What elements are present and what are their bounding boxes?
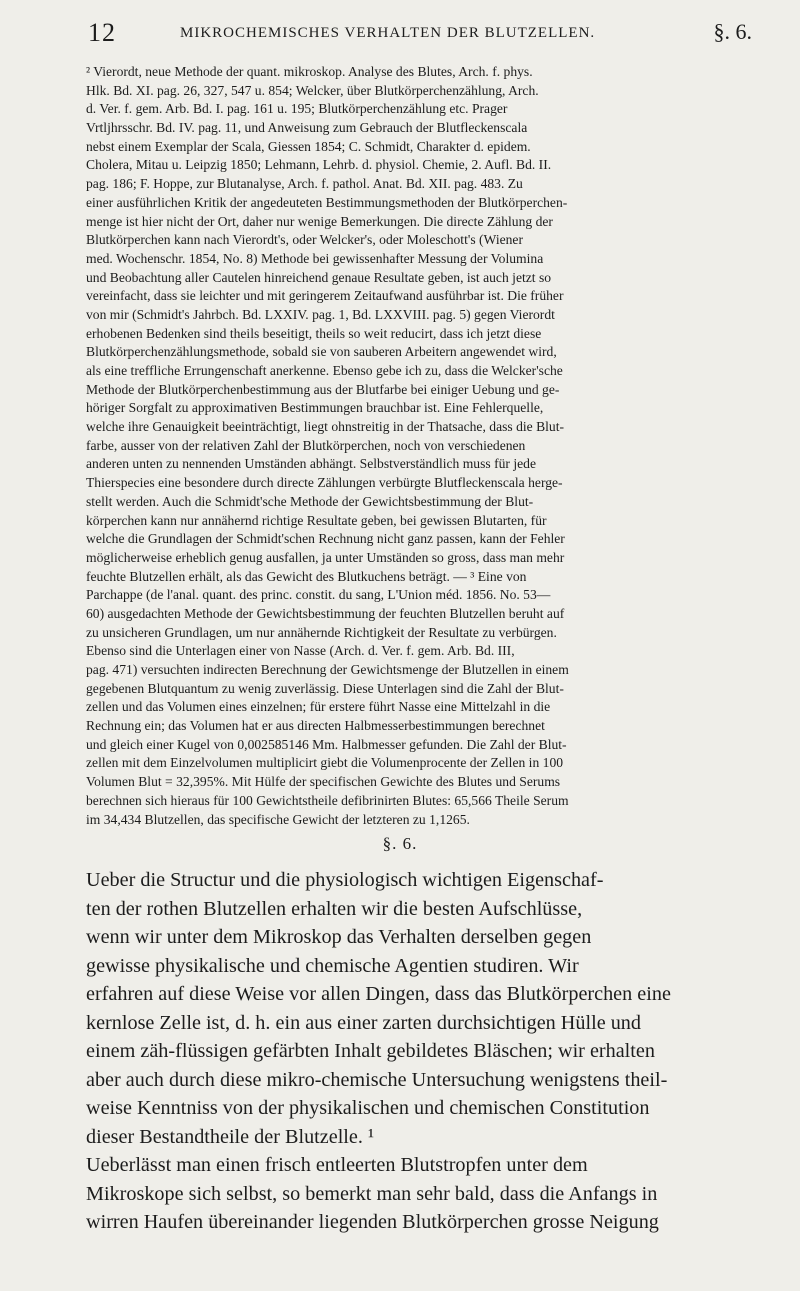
body-line: kernlose Zelle ist, d. h. ein aus einer zarten durchsichtigen Hülle und <box>86 1011 641 1034</box>
footnote-line: ² Vierordt, neue Methode der quant. mikroskop. Analyse des Blutes, Arch. f. phys. <box>86 64 533 79</box>
footnote-line: Cholera, Mitau u. Leipzig 1850; Lehmann, Lehrb. d. physiol. Chemie, 2. Aufl. Bd. II. <box>86 157 552 173</box>
body-line: aber auch durch diese mikro-chemische Untersuchung wenigstens theil- <box>86 1068 668 1091</box>
footnote-line: Methode der Blutkörperchenbestimmung aus der Blutfarbe bei einiger Uebung und ge- <box>86 381 560 397</box>
body-line: Mikroskope sich selbst, so bemerkt man sehr bald, dass die Anfangs in <box>86 1182 658 1205</box>
footnote-line: im 34,434 Blutzellen, das specifische Gewicht der letzteren zu 1,1265. <box>86 811 470 827</box>
body-line: Ueber die Structur und die physiologisch wichtigen Eigenschaf- <box>86 869 604 891</box>
footnote-line: Vrtljhrsschr. Bd. IV. pag. 11, und Anweisung zum Gebrauch der Blutfleckenscala <box>86 120 528 136</box>
body-line: einem zäh-flüssigen gefärbten Inhalt gebildetes Bläschen; wir erhalten <box>86 1040 655 1062</box>
footnote-line: welche die Grundlagen der Schmidt'schen Rechnung nicht ganz passen, kann der Fehler <box>86 531 565 547</box>
footnote-line: und gleich einer Kugel von 0,002585146 Mm. Halbmesser gefunden. Die Zahl der Blut- <box>86 736 567 752</box>
body-line: wirren Haufen übereinander liegenden Blutkörperchen grosse Neigung <box>86 1211 659 1233</box>
footnote-line: und Beobachtung aller Cautelen hinreichend genaue Resultate geben, ist auch jetzt so <box>86 269 552 285</box>
page-number: 12 <box>88 18 116 47</box>
footnote-line: pag. 186; F. Hoppe, zur Blutanalyse, Arch. f. pathol. Anat. Bd. XII. pag. 483. Zu <box>86 176 523 192</box>
body-line: ten der rothen Blutzellen erhalten wir die besten Aufschlüsse, <box>86 897 583 920</box>
footnote-line: zu unsicheren Grundlagen, um nur annähernde Richtigkeit der Resultate zu verbürgen. <box>86 624 557 640</box>
footnote-line: als eine treffliche Errungenschaft anerkenne. Ebenso gebe ich zu, dass die Welcker'sche <box>86 363 563 378</box>
footnote-line: Rechnung ein; das Volumen hat er aus directen Halbmesserbestimmungen berechnet <box>86 718 545 734</box>
footnote-line: Ebenso sind die Unterlagen einer von Nasse (Arch. d. Ver. f. gem. Arb. Bd. III, <box>86 643 515 659</box>
body-line: wenn wir unter dem Mikroskop das Verhalten derselben gegen <box>86 926 592 948</box>
section-heading: §. 6. <box>382 834 418 853</box>
body-line: weise Kenntniss von der physikalischen und chemischen Constitution <box>86 1097 650 1119</box>
page-header <box>88 18 752 48</box>
footnote-line: zellen mit dem Einzelvolumen multiplicirt giebt die Volumenprocente der Zellen in 100 <box>86 755 564 771</box>
footnote-line: feuchte Blutzellen erhält, als das Gewicht des Blutkuchens beträgt. — ³ Eine von <box>86 568 527 584</box>
footnote-line: vereinfacht, dass sie leichter und mit geringerem Zeitaufwand ausführbar ist. Die früher <box>86 288 564 304</box>
header-section-ref: §. 6. <box>713 19 752 44</box>
footnote-line: stellt werden. Auch die Schmidt'sche Methode der Gewichtsbestimmung der Blut- <box>86 493 534 509</box>
footnote-line: von mir (Schmidt's Jahrbch. Bd. LXXIV. pag. 1, Bd. LXXVIII. pag. 5) gegen Vierordt <box>86 306 555 322</box>
footnote-line: med. Wochenschr. 1854, No. 8) Methode bei gewissenhafter Messung der Volumina <box>86 250 544 266</box>
footnote-line: erhobenen Bedenken sind theils beseitigt, theils so weit reducirt, dass ich jetzt diese <box>86 325 542 341</box>
footnote-line: Volumen Blut = 32,395%. Mit Hülfe der specifischen Gewichte des Blutes und Serums <box>86 774 561 790</box>
footnote-line: gegebenen Blutquantum zu wenig zuverlässig. Diese Unterlagen sind die Zahl der Blut- <box>86 680 564 696</box>
footnote-line: pag. 471) versuchten indirecten Berechnung der Gewichtsmenge der Blutzellen in einem <box>86 662 569 677</box>
footnote-line: welche ihre Genauigkeit beeinträchtigt, liegt ohnstreitig in der Thatsache, dass die Blut- <box>86 419 565 435</box>
footnote-line: 60) ausgedachten Methode der Gewichtsbestimmung der feuchten Blutzellen beruht auf <box>86 605 565 621</box>
running-title: MIKROCHEMISCHES VERHALTEN DER BLUTZELLEN. <box>180 25 596 41</box>
footnote-line: anderen unten zu nennenden Umständen abhängt. Selbstverständlich muss für jede <box>86 456 536 472</box>
footnote-line: farbe, ausser von der relativen Zahl der Blutkörperchen, noch von verschiedenen <box>86 437 526 453</box>
footnote-line: Blutkörperchenzählungsmethode, sobald sie von sauberen Arbeitern angewendet wird, <box>86 344 557 360</box>
footnote-line: Blutkörperchen kann nach Vierordt's, oder Welcker's, oder Moleschott's (Wiener <box>86 232 523 248</box>
footnote-line: d. Ver. f. gem. Arb. Bd. I. pag. 161 u. 195; Blutkörperchenzählung etc. Prager <box>86 101 508 117</box>
body-line: Ueberlässt man einen frisch entleerten Blutstropfen unter dem <box>86 1154 588 1176</box>
footnote-line: nebst einem Exemplar der Scala, Giessen 1854; C. Schmidt, Charakter d. epidem. <box>86 138 531 154</box>
footnote-line: körperchen kann nur annähernd richtige Resultate geben, bei gewissen Blutarten, für <box>86 512 547 528</box>
footnote-line: menge ist hier nicht der Ort, daher nur wenige Bemerkungen. Die directe Zählung der <box>86 213 553 229</box>
footnote-line: zellen und das Volumen eines einzelnen; für erstere führt Nasse eine Mittelzahl in die <box>86 699 551 715</box>
footnote-line: möglicherweise erheblich genug ausfallen, ja unter Umständen so gross, dass man mehr <box>86 549 565 565</box>
body-text-block <box>86 866 738 1237</box>
footnote-line: Thierspecies eine besondere durch directe Zählungen verbürgte Blutfleckenscala herge- <box>86 475 563 491</box>
footnotes-block <box>86 63 738 829</box>
footnote-line: Hlk. Bd. XI. pag. 26, 327, 547 u. 854; Welcker, über Blutkörperchenzählung, Arch. <box>86 82 539 98</box>
footnote-line: Parchappe (de l'anal. quant. des princ. constit. du sang, L'Union méd. 1856. No. 53— <box>86 587 551 603</box>
footnote-line: einer ausführlichen Kritik der angedeuteten Bestimmungsmethoden der Blutkörperchen- <box>86 194 568 210</box>
footnote-line: berechnen sich hieraus für 100 Gewichtstheile defibrinirten Blutes: 65,566 Theile Serum <box>86 792 569 808</box>
footnote-line: höriger Sorgfalt zu approximativen Bestimmungen brauchbar ist. Eine Fehlerquelle, <box>86 400 544 416</box>
body-line: erfahren auf diese Weise vor allen Dingen, dass das Blutkörperchen eine <box>86 983 671 1005</box>
body-line: gewisse physikalische und chemische Agentien studiren. Wir <box>86 954 579 977</box>
body-line: dieser Bestandtheile der Blutzelle. ¹ <box>86 1125 375 1148</box>
